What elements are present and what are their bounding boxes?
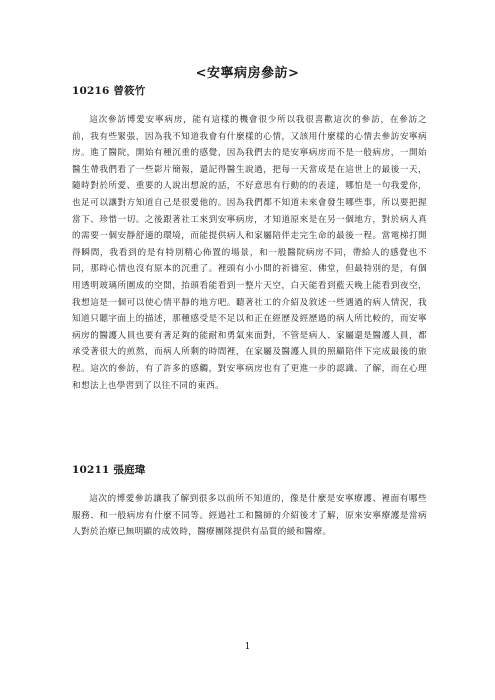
page-number: 1 bbox=[244, 642, 251, 652]
author-heading-2: 10211 張庭瑋 bbox=[72, 464, 146, 476]
reflection-paragraph-1: 這次參訪博愛安寧病房，能有這樣的機會很少所以我很喜歡這次的參訪，在參訪之前，我有些緊張，因為我不知道我會有什麼樣的心情，又該用什麼樣的心情去參訪安寧病房。進了醫院，開始有種沉重的感覺，因為我們去的是安寧病房而不是一般病房，一開始醫生帶我們看了一些影片簡報，還記得醫生說過，把每一天當成是在這世上的最後一天，隨時對於所愛、重要的人說出想說的話，不好意思有行動的的表達，哪怕是一句我愛你，也足可以讓對方知道自己是很愛他的。因為我們都不知道未來會發生哪些事，所以要把握當下、珍惜一切。之後跟著社工來到安寧病房，才知道原來是在另一個地方，對於病人真的需要一個安靜舒適的環境，而能提供病人和家屬陪伴走完生命的最後一程。當電梯打開得瞬間，我看到的是有特別精心佈置的場景，和一般醫院病房不同，帶給人的感覺也不同，那時心情也沒有原本的沉重了。裡頭有小小間的祈禱室、佛堂，但最特別的是，有個用透明玻璃所圍成的空間，抬頭看能看到一整片天空，白天能看到藍天晚上能看到夜空，我想這是一個可以使心情平靜的地方吧。聽著社工的介紹及敘述一些遇過的病人情況，我知道只聽字面上的描述，那種感受是不足以和正在經歷及經歷過的病人所比較的，而安寧病房的醫護人員也要有著足夠的能耐和勇氣來面對，不管是病人、家屬還是醫護人員，都承受著很大的煎熬，而病人所剩的時間裡，在家屬及醫護人員的照顧陪伴下完成最後的旅程。這次的參訪，有了許多的感觸，對安寧病房也有了更進一步的認識、了解，而在心理和想法上也學習到了以往不同的東西。 bbox=[72, 115, 427, 391]
reflection-section-2 bbox=[72, 462, 427, 541]
reflection-section-1 bbox=[72, 83, 427, 394]
reflection-paragraph-2: 這次的博愛參訪讓我了解到很多以前所不知道的，像是什麼是安寧療護、裡面有哪些服務、和一般病房有什麼不同等。經過社工和醫師的介紹後才了解，原來安寧療護是當病人對於治療已無明顯的成效時，醫療團隊提供有品質的緩和醫療。 bbox=[72, 494, 427, 538]
author-heading-1: 10216 曾筱竹 bbox=[72, 85, 146, 97]
page-title: <安寧病房參訪> bbox=[195, 66, 300, 81]
